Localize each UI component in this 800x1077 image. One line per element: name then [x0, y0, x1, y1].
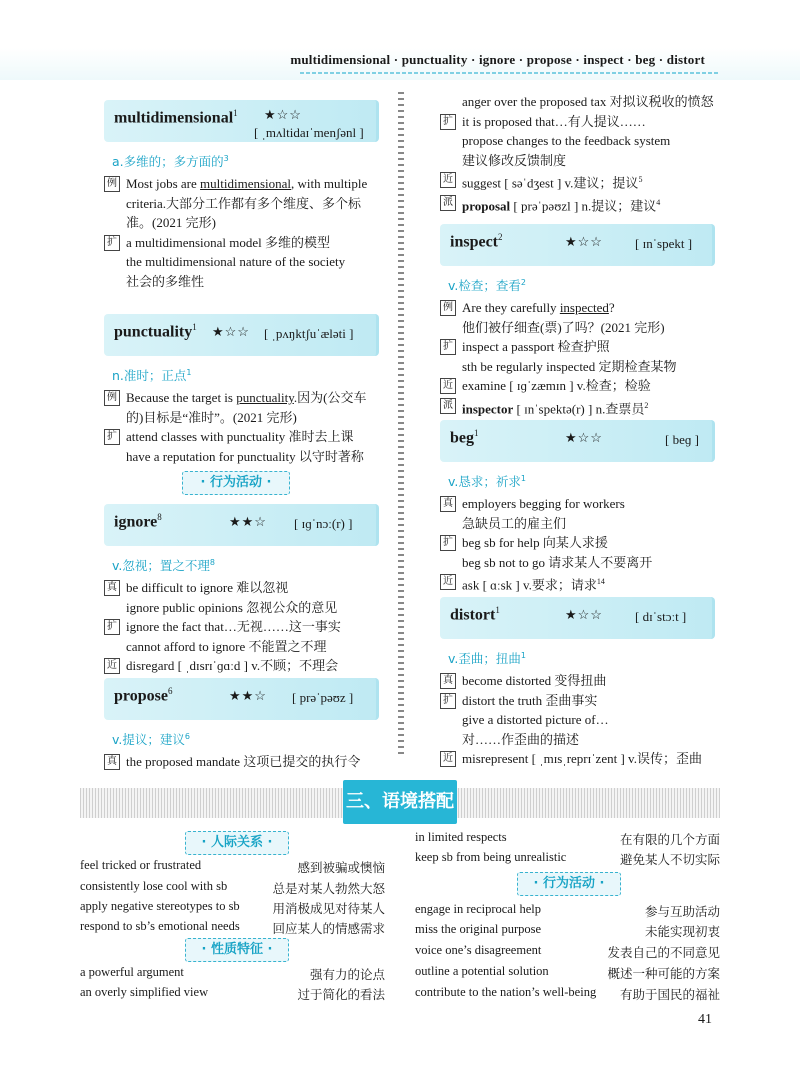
real-exam-line: 真 become distorted 变得扭曲: [440, 671, 715, 691]
headword: propose$^6$: [114, 686, 173, 705]
example-line: 例 Most jobs are multidimensional, with multiple: [104, 174, 379, 194]
derivative-line: 派 inspector [ ɪnˈspektə(r) ] n.查票员$^2$: [440, 396, 715, 419]
headword: multidimensional$^1$: [114, 108, 238, 127]
extension-line: 对……作歪曲的描述: [462, 731, 580, 747]
extension-line: 建议修改反馈制度: [462, 152, 567, 168]
extension-line: 扩 attend classes with punctuality 准时去上课: [104, 427, 379, 447]
extension-line: 扩 distort the truth 歪曲事实: [440, 691, 715, 711]
tag-box: 近: [440, 751, 456, 767]
extension-line: cannot afford to ignore 不能置之不理: [126, 638, 327, 654]
extension-line: 扩 inspect a passport 检查护照: [440, 337, 715, 357]
entry-propose: [104, 678, 379, 772]
column-divider: [398, 92, 404, 757]
extension-line: 社会的多维性: [126, 273, 205, 289]
part-of-speech: v.提议；建议$^6$: [112, 731, 190, 747]
tag-box: 派: [440, 398, 456, 414]
real-exam-line: 真 be difficult to ignore 难以忽视: [104, 578, 379, 598]
collocation-row: respond to sb’s emotional needs 回应某人的情感需求: [80, 919, 385, 936]
example-line: 的)目标是“准时”。(2021 完形): [126, 409, 297, 425]
tag-box: 例: [440, 300, 456, 316]
part-of-speech: n.准时；正点$^1$: [112, 367, 192, 383]
collocation-row: apply negative stereotypes to sb 用消极成见对待某人: [80, 899, 385, 916]
tag-box: 真: [440, 673, 456, 689]
phonetic: [ beɡ ]: [665, 432, 699, 447]
category-pill: · 性质特征 ·: [185, 938, 289, 962]
phonetic: [ ˌpʌŋktʃuˈæləti ]: [264, 326, 354, 341]
word-box: [104, 314, 379, 356]
synonym-line: 近 ask [ ɑːsk ] v.要求；请求$^{14}$: [440, 572, 715, 595]
collocation-row: outline a potential solution 概述一种可能的方案: [415, 964, 720, 981]
entry-punctuality: [104, 314, 379, 466]
star-rating: ★★☆: [229, 689, 267, 704]
phonetic: [ ˌmʌltidaɪˈmenʃənl ]: [254, 125, 364, 140]
headword: punctuality$^1$: [114, 322, 197, 341]
category-pill: · 行为活动 ·: [182, 471, 290, 495]
headword: inspect$^2$: [450, 232, 503, 251]
entry-inspect: [440, 224, 715, 419]
section-title: 三、语境搭配: [343, 780, 457, 824]
category-pill: · 人际关系 ·: [185, 831, 289, 855]
phonetic: [ dɪˈstɔːt ]: [635, 609, 687, 624]
word-box: [440, 420, 715, 462]
tag-box: 近: [104, 658, 120, 674]
synonym-line: 近 misrepresent [ ˌmɪsˌreprɪˈzent ] v.误传；歪曲: [440, 749, 715, 769]
star-rating: ★☆☆: [565, 608, 603, 623]
page-header-title: multidimensional · punctuality · ignore · propose · inspect · beg · distort: [290, 52, 705, 67]
word-box: [104, 100, 379, 142]
part-of-speech: v.恳求；祈求$^1$: [448, 473, 526, 489]
collocation-row: consistently lose cool with sb 总是对某人勃然大怒: [80, 879, 385, 896]
header-band: [0, 0, 800, 80]
extension-line: sth be regularly inspected 定期检查某物: [462, 358, 677, 374]
real-exam-line: 真 employers begging for workers: [440, 494, 715, 514]
part-of-speech: v.忽视；置之不理$^8$: [112, 557, 215, 573]
tag-box: 近: [440, 172, 456, 188]
entry-distort: [440, 597, 715, 769]
tag-box: 例: [104, 176, 120, 192]
derivative-line: 派 proposal [ prəˈpəʊzl ] n.提议；建议$^4$: [440, 193, 715, 216]
real-exam-line: ignore public opinions 忽视公众的意见: [126, 599, 338, 615]
phonetic: [ ɪɡˈnɔː(r) ]: [294, 516, 353, 531]
star-rating: ★★☆: [229, 515, 267, 530]
collocation-row: keep sb from being unrealistic 避免某人不切实际: [415, 850, 720, 867]
extension-line: beg sb not to go 请求某人不要离开: [462, 554, 653, 570]
tag-box: 扩: [440, 535, 456, 551]
star-rating: ★☆☆: [565, 431, 603, 446]
collocation-row: contribute to the nation’s well-being 有助于国民的福祉: [415, 985, 720, 1002]
star-rating: ★☆☆: [565, 235, 603, 250]
headword: ignore$^8$: [114, 512, 162, 531]
synonym-line: 近 disregard [ ˌdɪsrɪˈɡɑːd ] v.不顾；不理会: [104, 656, 379, 676]
extension-line: 扩 it is proposed that…有人提议……: [440, 112, 715, 132]
tag-box: 例: [104, 390, 120, 406]
tag-box: 近: [440, 574, 456, 590]
part-of-speech: v.歪曲；扭曲$^1$: [448, 650, 526, 666]
collocation-row: feel tricked or frustrated 感到被骗或懊恼: [80, 858, 385, 875]
star-rating: ★☆☆: [212, 325, 250, 340]
tag-box: 扩: [104, 235, 120, 251]
example-line: 准。(2021 完形): [126, 215, 216, 231]
synonym-line: 近 examine [ ɪɡˈzæmɪn ] v.检查；检验: [440, 376, 715, 396]
extension-line: propose changes to the feedback system: [462, 133, 671, 149]
category-pill: · 行为活动 ·: [517, 872, 621, 896]
real-exam-line: 急缺员工的雇主们: [462, 515, 567, 531]
collocation-row: a powerful argument 强有力的论点: [80, 965, 385, 982]
part-of-speech: a.多维的；多方面的$^3$: [112, 153, 229, 169]
word-box: [104, 678, 379, 720]
example-line: 例 Because the target is punctuality.因为(公交车: [104, 388, 379, 408]
page-number: 41: [698, 1012, 712, 1027]
star-rating: ★☆☆: [264, 108, 302, 123]
entry-multidimensional: [104, 100, 379, 292]
extension-line: give a distorted picture of…: [462, 712, 609, 728]
extension-line: the multidimensional nature of the society: [126, 254, 346, 270]
collocation-row: voice one’s disagreement 发表自己的不同意见: [415, 943, 720, 960]
collocation-row: miss the original purpose 未能实现初衷: [415, 922, 720, 939]
tag-box: 真: [104, 754, 120, 770]
collocation-row: an overly simplified view 过于简化的看法: [80, 985, 385, 1002]
tag-box: 近: [440, 378, 456, 394]
example-line: 例 Are they carefully inspected?: [440, 298, 715, 318]
phonetic: [ prəˈpəʊz ]: [292, 690, 354, 705]
synonym-line: 近 suggest [ səˈdʒest ] v.建议；提议$^5$: [440, 170, 715, 193]
extension-line: have a reputation for punctuality 以守时著称: [126, 448, 364, 464]
part-of-speech: v.检查；查看$^2$: [448, 277, 526, 293]
extension-line: 扩 beg sb for help 向某人求援: [440, 533, 715, 553]
real-exam-line: 真 the proposed mandate 这项已提交的执行令: [104, 752, 379, 772]
headword: beg$^1$: [450, 428, 479, 447]
real-exam-line: anger over the proposed tax 对拟议税收的愤怒: [462, 94, 714, 109]
collocation-row: engage in reciprocal help 参与互助活动: [415, 902, 720, 919]
word-box: [440, 597, 715, 639]
tag-box: 扩: [440, 693, 456, 709]
example-line: criteria.大部分工作都有多个维度、多个标: [126, 195, 362, 211]
headword: distort$^1$: [450, 605, 500, 624]
tag-box: 派: [440, 195, 456, 211]
phonetic: [ ɪnˈspekt ]: [635, 236, 693, 251]
entry-ignore: [104, 504, 379, 676]
collocation-row: in limited respects 在有限的几个方面: [415, 830, 720, 847]
word-box: [440, 224, 715, 266]
example-line: 他们被仔细查(票)了吗？(2021 完形): [462, 319, 665, 335]
word-box: [104, 504, 379, 546]
tag-box: 扩: [440, 114, 456, 130]
tag-box: 扩: [440, 339, 456, 355]
extension-line: 扩 a multidimensional model 多维的模型: [104, 233, 379, 253]
header-divider: [300, 72, 720, 74]
tag-box: 扩: [104, 619, 120, 635]
entry-propose-continued: [440, 92, 715, 216]
tag-box: 扩: [104, 429, 120, 445]
entry-beg: [440, 420, 715, 595]
tag-box: 真: [104, 580, 120, 596]
extension-line: 扩 ignore the fact that…无视……这一事实: [104, 617, 379, 637]
tag-box: 真: [440, 496, 456, 512]
